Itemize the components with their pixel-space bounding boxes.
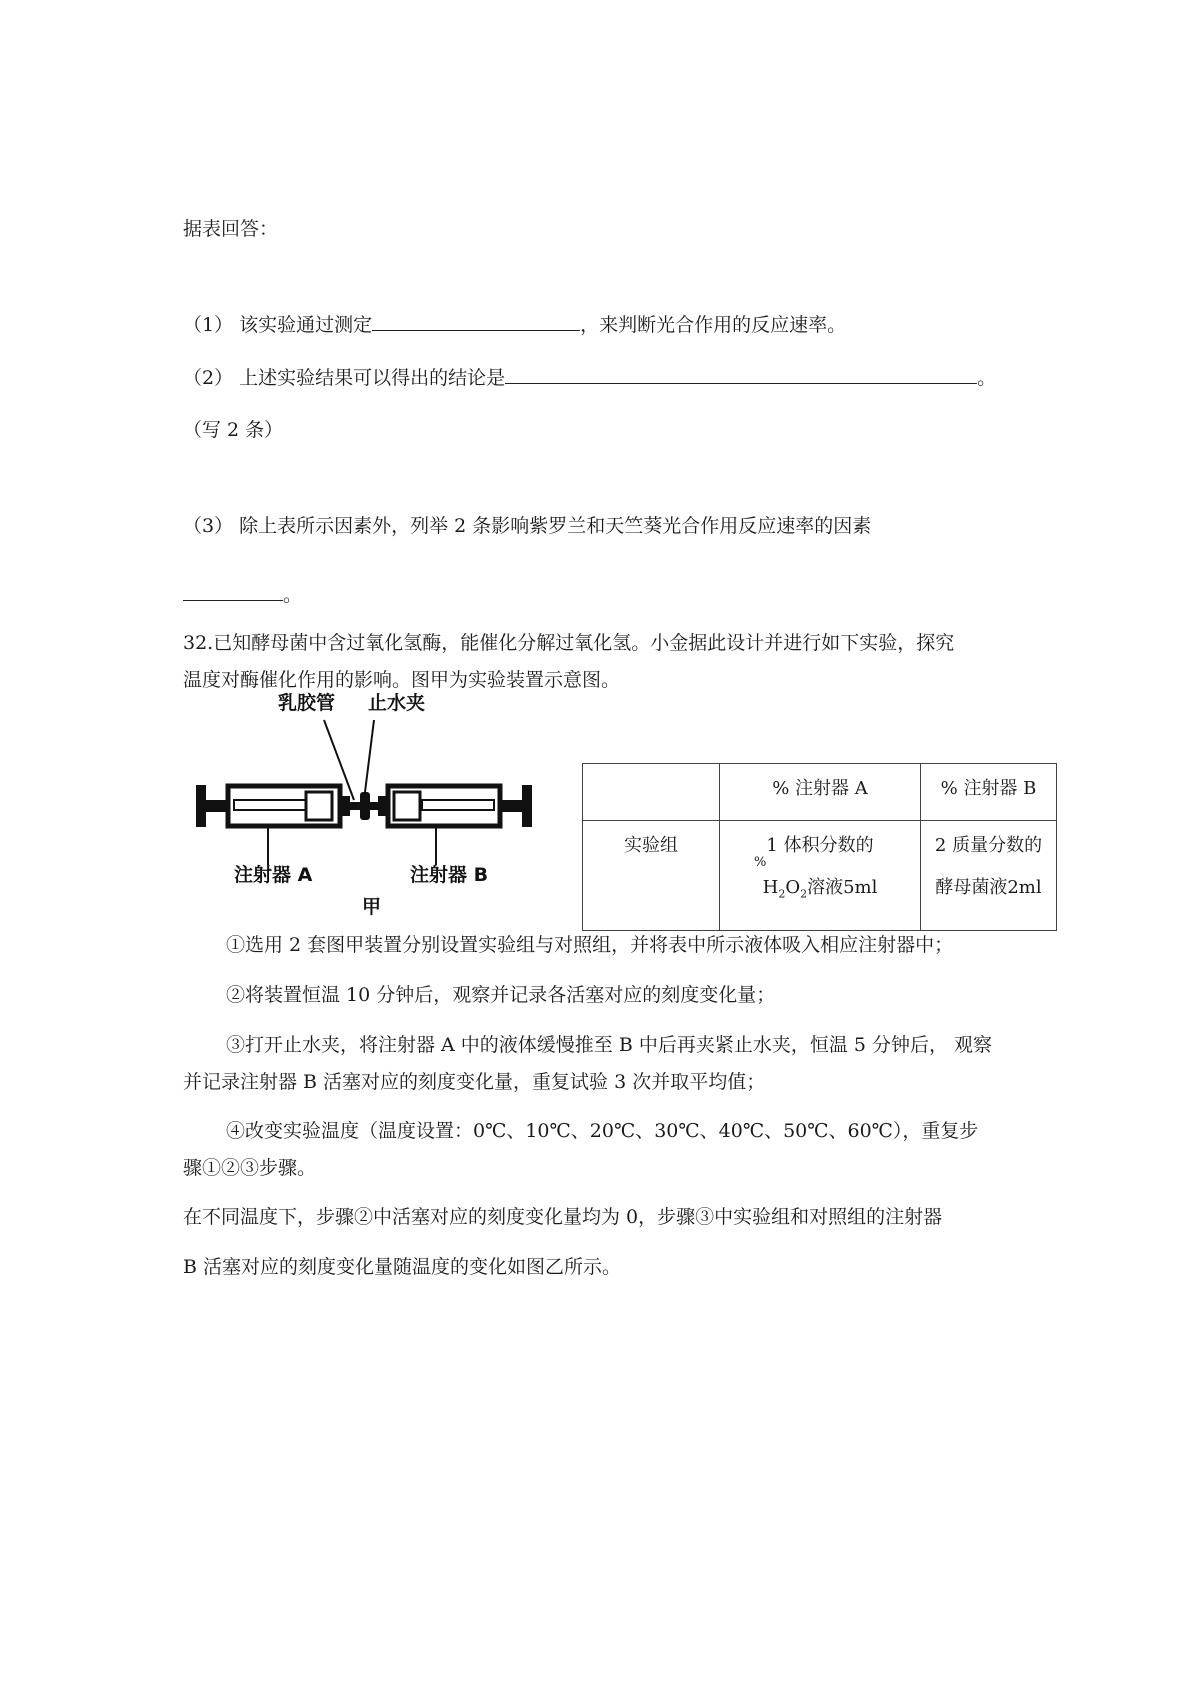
syringe-a-plunger: [306, 792, 332, 820]
table-header-row: [583, 764, 1057, 821]
figure-caption: 甲: [362, 896, 382, 918]
question-2-suffix: 。: [977, 367, 997, 389]
cell-a-formula: $H_2O_2$溶液5ml: [762, 877, 878, 901]
syringe-b-rod: [500, 800, 522, 812]
cell-b-line1: 2 质量分数的: [934, 835, 1043, 857]
question-2-note: （写 2 条）: [183, 419, 284, 441]
table-row: [583, 821, 1057, 931]
syringe-a-label: 注射器 A: [234, 864, 313, 886]
step-2: ②将装置恒温 10 分钟后，观察并记录各活塞对应的刻度变化量；: [226, 984, 776, 1006]
conclusion-line1: 在不同温度下，步骤②中活塞对应的刻度变化量均为 0，步骤③中实验组和对照组的注射器: [183, 1206, 943, 1228]
table-header-syringe-b: [921, 764, 1057, 821]
syringe-b-scale: [422, 800, 494, 810]
syringe-apparatus-figure: [196, 692, 551, 918]
question-3-answer-line: [183, 580, 302, 607]
question-1: [183, 310, 846, 337]
row-label: 实验组: [583, 821, 720, 931]
header-a-pct: %: [772, 778, 790, 799]
syringe-b-label: 注射器 B: [410, 864, 489, 886]
syringe-a-handle: [196, 785, 206, 827]
experiment-table: [582, 763, 1057, 931]
step-1: ①选用 2 套图甲装置分别设置实验组与对照组，并将表中所示液体吸入相应注射器中；: [226, 934, 954, 956]
answer-blank-1[interactable]: [372, 329, 580, 331]
answer-blank-3[interactable]: [183, 599, 283, 601]
step-3-line1: ③打开止水夹，将注射器 A 中的液体缓慢推至 B 中后再夹紧止水夹，恒温 5 分钟后， 观察: [226, 1034, 993, 1056]
conclusion-line2: B 活塞对应的刻度变化量随温度的变化如图乙所示。: [183, 1256, 622, 1278]
question-1-suffix: ，来判断光合作用的反应速率。: [580, 314, 847, 336]
latex-tube-label: 乳胶管: [278, 692, 336, 714]
water-clamp-label: 止水夹: [368, 692, 426, 714]
cell-a-line1: 1 体积分数的: [766, 835, 874, 857]
intro-text: 据表回答：: [183, 218, 279, 240]
syringe-a-scale: [234, 800, 306, 810]
question-1-prefix: （1） 该实验通过测定: [183, 314, 373, 336]
question-2: [183, 363, 996, 390]
header-b-label: 注射器 B: [963, 778, 1037, 799]
header-b-pct: %: [940, 778, 958, 799]
answer-blank-2[interactable]: [505, 382, 977, 384]
problem-32-line2: 温度对酶催化作用的影响。图甲为实验装置示意图。: [183, 669, 621, 691]
cell-a-pct: %: [754, 855, 767, 871]
table-header-syringe-a: [720, 764, 921, 821]
table-header-empty: [583, 764, 720, 821]
header-a-label: 注射器 A: [795, 778, 868, 799]
cell-b-line2: 酵母菌液2ml: [935, 877, 1042, 899]
question-2-prefix: （2） 上述实验结果可以得出的结论是: [183, 367, 506, 389]
problem-32-line1: 32.已知酵母菌中含过氧化氢酶，能催化分解过氧化氢。小金据此设计并进行如下实验，探究: [183, 632, 955, 654]
cell-syringe-a: [720, 821, 921, 931]
question-3-suffix: 。: [283, 584, 303, 606]
latex-tube: [350, 802, 360, 810]
question-3: （3） 除上表所示因素外，列举 2 条影响紫罗兰和天竺葵光合作用反应速率的因素: [183, 515, 872, 537]
step-4-line1: ④改变实验温度（温度设置：0℃、10℃、20℃、30℃、40℃、50℃、60℃），重复步: [226, 1120, 979, 1142]
syringe-b-handle: [522, 785, 532, 827]
water-clamp: [360, 792, 370, 820]
step-4-line2: 骤①②③步骤。: [183, 1157, 317, 1179]
syringe-a-nozzle: [340, 796, 350, 816]
syringe-b-plunger: [394, 792, 420, 820]
syringe-a-rod: [206, 800, 228, 812]
cell-syringe-b: [921, 821, 1057, 931]
step-3-line2: 并记录注射器 B 活塞对应的刻度变化量，重复试验 3 次并取平均值；: [183, 1071, 766, 1093]
